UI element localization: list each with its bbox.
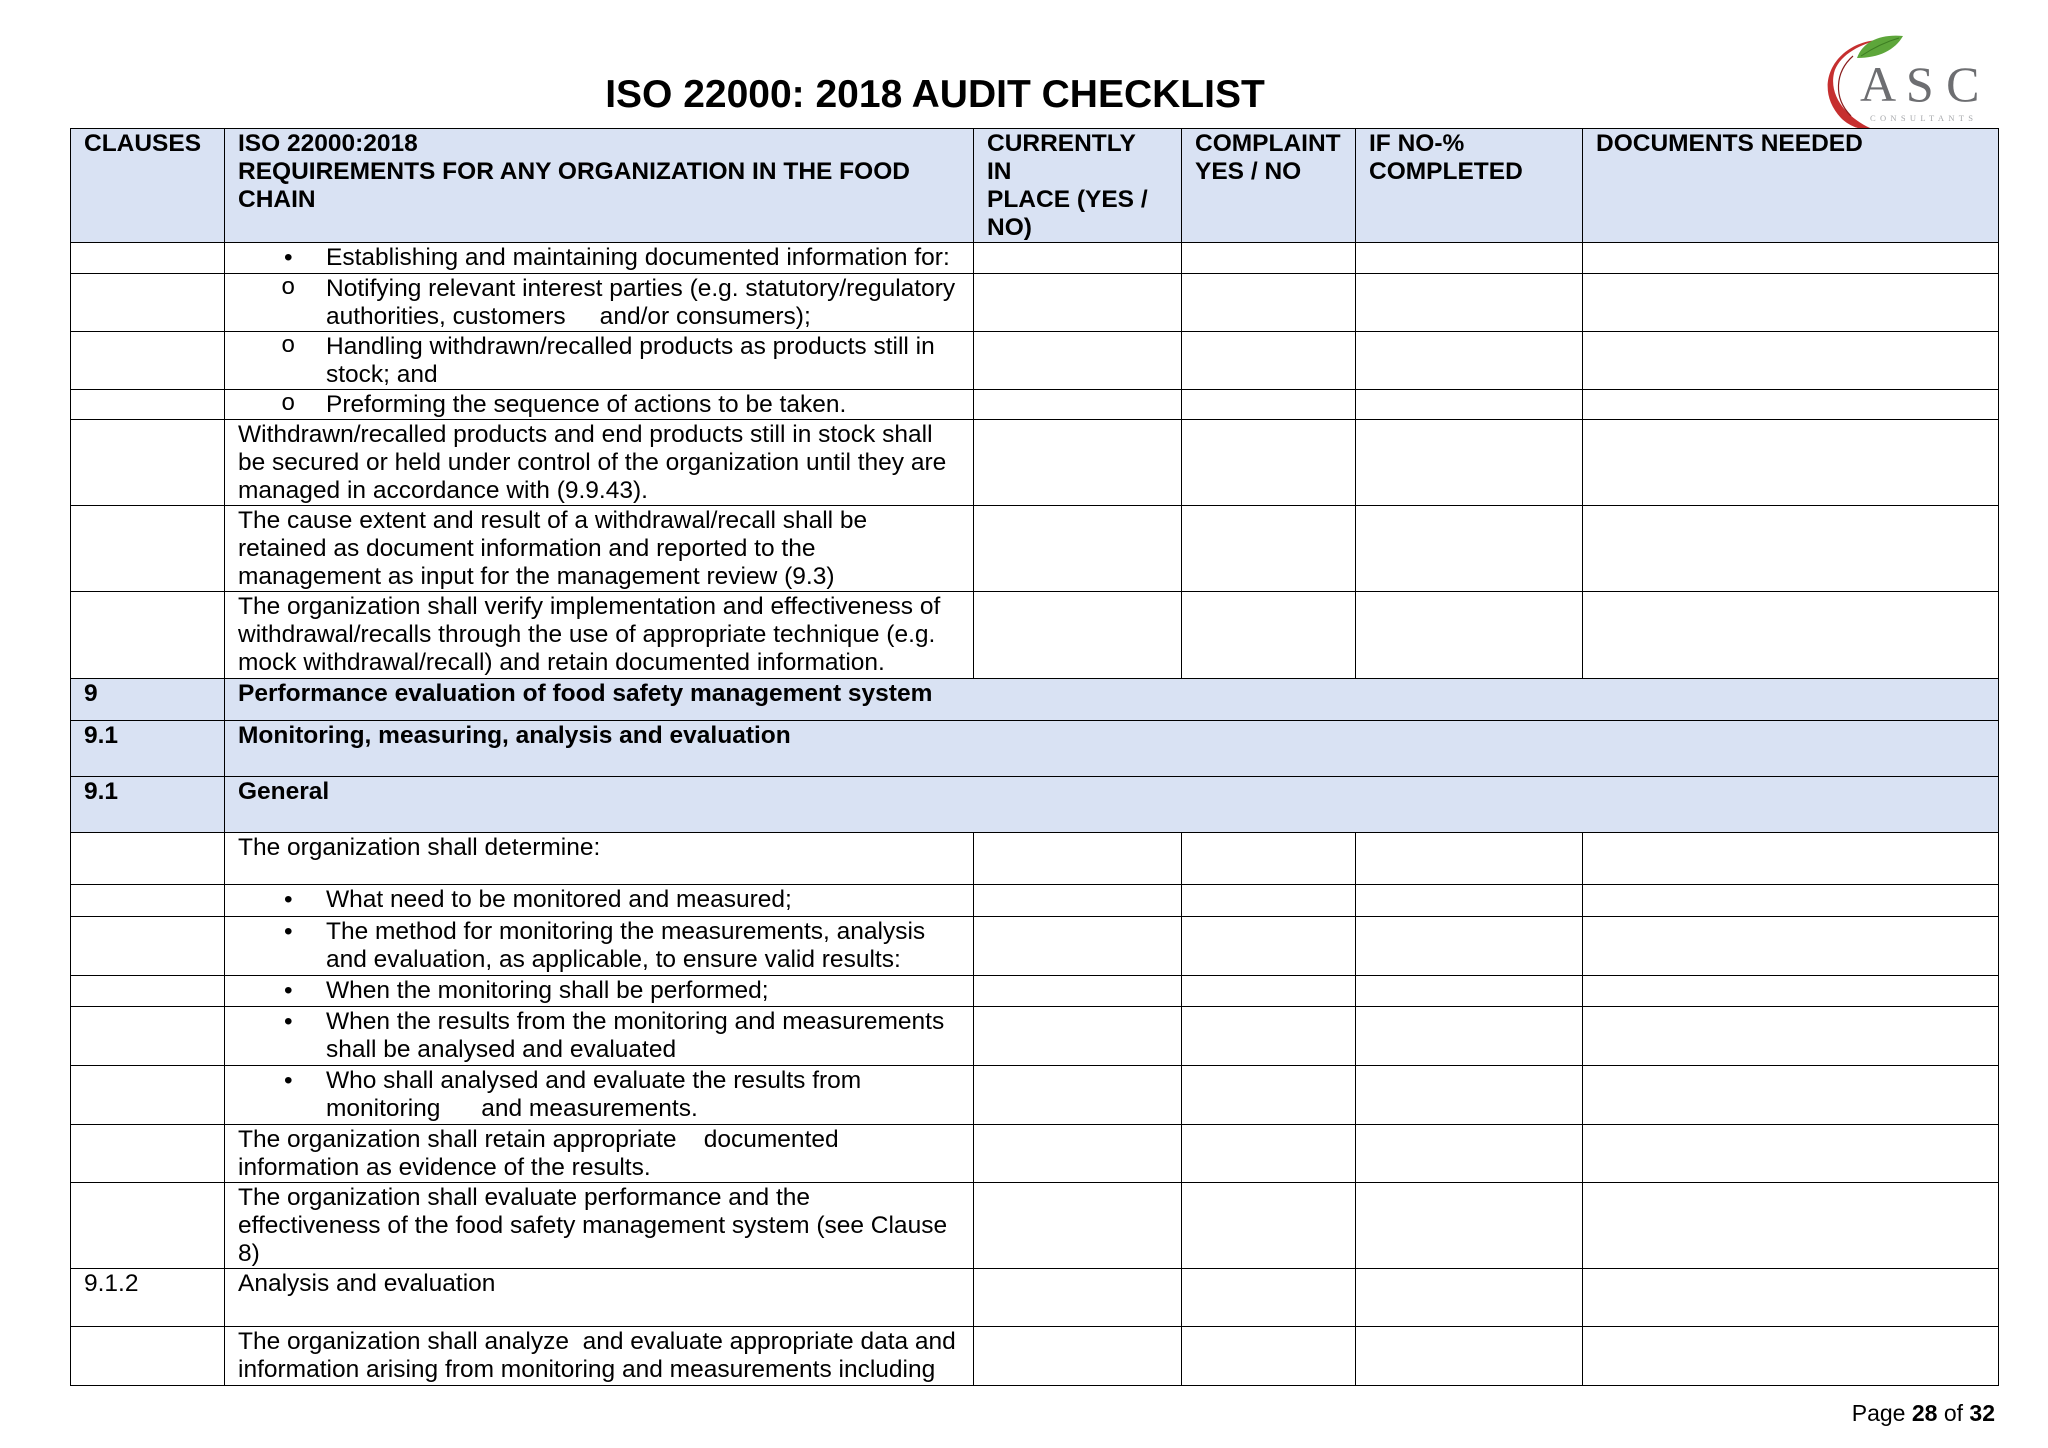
logo-tagline: CONSULTANTS [1870,113,1973,123]
documents-needed-cell [1583,390,1999,420]
page-of-label: of [1943,1400,1964,1426]
page-number [1852,1402,1995,1425]
completed-percent-cell [1356,1269,1583,1327]
currently-in-place-cell [974,332,1182,390]
requirement-cell [225,976,974,1007]
clause-cell [71,274,225,332]
documents-needed-cell [1583,885,1999,917]
requirement-text-line: withdrawal/recalls through the use of appropriate technique (e.g. [238,621,936,648]
documents-needed-cell [1583,1007,1999,1066]
documents-needed-cell [1583,917,1999,976]
clause-cell [71,721,225,777]
documents-needed-cell [1583,243,1999,274]
requirement-text-line: The organization shall analyze and evaluate appropriate data and [238,1328,956,1355]
checklist-row [71,332,1999,390]
requirement-text [238,834,967,862]
currently-in-place-cell [974,1125,1182,1183]
clauses-header [71,129,225,243]
complaint-cell [1182,243,1356,274]
requirement-cell [225,1125,974,1183]
bullet-icon: • [284,886,293,913]
checklist-row [71,917,1999,976]
requirement-text-line: be secured or held under control of the organization until they are [238,449,947,476]
clause-cell [71,243,225,274]
requirement-text [238,886,967,914]
currently-in-place-cell [974,243,1182,274]
documents-needed-cell [1583,332,1999,390]
documents-needed-cell [1583,420,1999,506]
requirement-cell [225,1269,974,1327]
documents-needed-cell [1583,1183,1999,1269]
requirement-text [238,333,967,389]
if-no-completed-header-text-line: COMPLETED [1369,158,1523,185]
bullet-icon: • [284,244,293,271]
total-pages-number: 32 [1969,1400,1995,1426]
requirement-text [238,778,1992,806]
documents-needed-header [1583,129,1999,243]
requirements-header-text-line: CHAIN [238,186,316,213]
checklist-row [71,420,1999,506]
currently-in-place-cell [974,274,1182,332]
requirement-text [238,1184,967,1268]
complaint-cell [1182,274,1356,332]
requirements-header [225,129,974,243]
currently-in-place-cell [974,420,1182,506]
clause-cell [71,1066,225,1125]
documents-needed-cell [1583,833,1999,885]
requirement-text-line: and evaluation, as applicable, to ensure valid results: [326,946,901,973]
requirement-text-line: effectiveness of the food safety management system (see Clause [238,1212,948,1239]
requirement-text [238,275,967,331]
requirement-text [238,421,967,505]
requirement-text-line: Withdrawn/recalled products and end products still in stock shall [238,421,933,448]
complaint-cell [1182,917,1356,976]
checklist-row [71,592,1999,679]
clause-number: 9 [84,680,98,707]
complaint-cell [1182,332,1356,390]
requirement-text-line: Preforming the sequence of actions to be taken. [326,391,847,418]
documents-needed-cell [1583,274,1999,332]
requirements-header-text-line: ISO 22000:2018 [238,130,418,157]
if-no-completed-header-text-line: IF NO-% [1369,130,1465,157]
documents-needed-cell [1583,1125,1999,1183]
currently-in-place-cell [974,506,1182,592]
table-body [71,243,1999,1386]
requirement-text-line: When the results from the monitoring and measurements [326,1008,945,1035]
checklist-row [71,833,1999,885]
requirement-text-line: Notifying relevant interest parties (e.g. statutory/regulatory [326,275,956,302]
documents-needed-cell [1583,506,1999,592]
requirement-text [238,918,967,974]
document-title: ISO 22000: 2018 AUDIT CHECKLIST [605,73,1265,116]
checklist-row [71,243,1999,274]
currently-in-place-cell [974,1269,1182,1327]
clause-cell [71,679,225,721]
requirement-cell [225,833,974,885]
completed-percent-cell [1356,917,1583,976]
requirement-cell [225,1183,974,1269]
requirement-text [238,1067,967,1123]
currently-in-place-cell [974,1007,1182,1066]
clause-cell [71,1125,225,1183]
clause-cell [71,1269,225,1327]
complaint-cell [1182,833,1356,885]
section-title-cell [225,777,1999,833]
clause-cell [71,390,225,420]
currently-in-place-header [974,129,1182,243]
completed-percent-cell [1356,243,1583,274]
bullet-icon: • [284,918,293,945]
documents-needed-cell [1583,1327,1999,1386]
requirement-cell [225,243,974,274]
requirement-text [238,1328,967,1384]
currently-in-place-header-text-line: IN [987,158,1012,185]
checklist-row [71,506,1999,592]
documents-needed-cell [1583,1269,1999,1327]
completed-percent-cell [1356,1007,1583,1066]
bullet-icon: • [284,1067,293,1094]
requirement-text [238,680,1992,708]
clause-number: 9.1 [84,722,119,749]
checklist-row [71,1066,1999,1125]
checklist-row [71,1327,1999,1386]
clause-cell [71,833,225,885]
completed-percent-cell [1356,332,1583,390]
requirement-text-line: The organization shall determine: [238,834,601,861]
section-title-cell [225,721,1999,777]
currently-in-place-cell [974,885,1182,917]
requirement-text [238,391,967,419]
requirement-text-line: authorities, customers and/or consumers); [326,303,811,330]
requirement-text [238,507,967,591]
completed-percent-cell [1356,1066,1583,1125]
requirement-cell [225,506,974,592]
completed-percent-cell [1356,506,1583,592]
clause-number: 9.1.2 [84,1270,139,1297]
requirement-text-line: mock withdrawal/recall) and retain documented information. [238,649,885,676]
clause-cell [71,976,225,1007]
requirement-text-line: information arising from monitoring and measurements including [238,1356,936,1383]
completed-percent-cell [1356,592,1583,679]
clauses-header-text-line: CLAUSES [84,130,202,157]
currently-in-place-cell [974,833,1182,885]
checklist-row [71,390,1999,420]
clause-number: 9.1 [84,778,119,805]
bullet-icon: • [284,977,293,1004]
circle-bullet-icon: o [281,275,296,302]
section-title: Monitoring, measuring, analysis and evaluation [238,722,791,749]
requirement-text-line: The organization shall verify implementation and effectiveness of [238,593,941,620]
section-heading-row [71,679,1999,721]
documents-needed-cell [1583,592,1999,679]
requirement-text-line: stock; and [326,361,438,388]
completed-percent-cell [1356,885,1583,917]
requirement-text [238,244,967,272]
currently-in-place-cell [974,592,1182,679]
requirement-text-line: When the monitoring shall be performed; [326,977,769,1004]
requirement-cell [225,1066,974,1125]
clause-cell [71,332,225,390]
currently-in-place-cell [974,917,1182,976]
completed-percent-cell [1356,976,1583,1007]
requirement-cell [225,1007,974,1066]
requirement-text-line: Who shall analysed and evaluate the results from [326,1067,862,1094]
clause-cell [71,506,225,592]
section-title: General [238,778,330,805]
currently-in-place-cell [974,1066,1182,1125]
checklist-row [71,885,1999,917]
currently-in-place-header-text-line: PLACE (YES / [987,186,1148,213]
clause-cell [71,885,225,917]
currently-in-place-cell [974,976,1182,1007]
checklist-row [71,1269,1999,1327]
checklist-row [71,1007,1999,1066]
requirements-header-text-line: REQUIREMENTS FOR ANY ORGANIZATION IN THE FOOD [238,158,910,185]
clause-cell [71,777,225,833]
complaint-cell [1182,1269,1356,1327]
requirement-text-line: The organization shall retain appropriate documented [238,1126,839,1153]
currently-in-place-cell [974,1183,1182,1269]
completed-percent-cell [1356,1183,1583,1269]
requirement-cell [225,592,974,679]
requirement-text-line: information as evidence of the results. [238,1154,651,1181]
requirement-text-line: retained as document information and reported to the [238,535,816,562]
requirement-cell [225,420,974,506]
clause-cell [71,592,225,679]
complaint-header-text-line: YES / NO [1195,158,1302,185]
completed-percent-cell [1356,274,1583,332]
requirement-cell [225,332,974,390]
checklist-row [71,274,1999,332]
requirement-text [238,722,1992,750]
requirement-text [238,977,967,1005]
completed-percent-cell [1356,833,1583,885]
section-heading-row [71,721,1999,777]
requirement-text [238,1126,967,1182]
requirement-text [238,1008,967,1064]
section-heading-row [71,777,1999,833]
complaint-cell [1182,1066,1356,1125]
currently-in-place-cell [974,1327,1182,1386]
requirement-text-line: The method for monitoring the measurements, analysis [326,918,926,945]
clause-cell [71,1183,225,1269]
completed-percent-cell [1356,1327,1583,1386]
checklist-row [71,1183,1999,1269]
documents-needed-cell [1583,976,1999,1007]
complaint-cell [1182,1007,1356,1066]
audit-checklist-table [70,128,1999,1386]
requirement-text-line: management as input for the management review (9.3) [238,563,835,590]
requirement-text [238,1270,967,1298]
requirement-text-line: The organization shall evaluate performance and the [238,1184,811,1211]
clause-cell [71,1327,225,1386]
section-title: Performance evaluation of food safety management system [238,680,933,707]
requirement-text-line: Analysis and evaluation [238,1270,496,1297]
complaint-cell [1182,506,1356,592]
completed-percent-cell [1356,1125,1583,1183]
complaint-cell [1182,885,1356,917]
table-header [71,129,1999,243]
logo-letters: A S C [1860,56,1980,112]
table-header-row [71,129,1999,243]
if-no-completed-header [1356,129,1583,243]
requirement-text-line: What need to be monitored and measured; [326,886,792,913]
checklist-row [71,976,1999,1007]
requirement-text-line: The cause extent and result of a withdrawal/recall shall be [238,507,868,534]
requirement-text-line: 8) [238,1240,260,1267]
complaint-header [1182,129,1356,243]
requirement-text-line: shall be analysed and evaluated [326,1036,677,1063]
complaint-cell [1182,420,1356,506]
requirement-cell [225,885,974,917]
requirement-text [238,593,967,677]
asc-consultants-logo [1813,28,1998,132]
currently-in-place-header-text-line: CURRENTLY [987,130,1136,157]
requirement-text-line: monitoring and measurements. [326,1095,698,1122]
documents-needed-header-text-line: DOCUMENTS NEEDED [1596,130,1863,157]
requirement-cell [225,1327,974,1386]
page-label: Page [1851,1400,1906,1426]
complaint-cell [1182,592,1356,679]
requirement-cell [225,274,974,332]
currently-in-place-cell [974,390,1182,420]
complaint-cell [1182,1327,1356,1386]
requirement-text-line: Establishing and maintaining documented information for: [326,244,950,271]
completed-percent-cell [1356,390,1583,420]
circle-bullet-icon: o [281,333,296,360]
requirement-cell [225,390,974,420]
complaint-cell [1182,1125,1356,1183]
section-title-cell [225,679,1999,721]
circle-bullet-icon: o [281,391,296,418]
currently-in-place-header-text-line: NO) [987,214,1032,241]
completed-percent-cell [1356,420,1583,506]
complaint-cell [1182,1183,1356,1269]
requirement-cell [225,917,974,976]
requirement-text-line: Handling withdrawn/recalled products as products still in [326,333,935,360]
documents-needed-cell [1583,1066,1999,1125]
complaint-cell [1182,390,1356,420]
bullet-icon: • [284,1008,293,1035]
clause-cell [71,917,225,976]
clause-cell [71,1007,225,1066]
current-page-number: 28 [1911,1400,1938,1426]
clause-cell [71,420,225,506]
complaint-header-text-line: COMPLAINT [1195,130,1341,157]
complaint-cell [1182,976,1356,1007]
checklist-row [71,1125,1999,1183]
requirement-text-line: managed in accordance with (9.9.43). [238,477,648,504]
